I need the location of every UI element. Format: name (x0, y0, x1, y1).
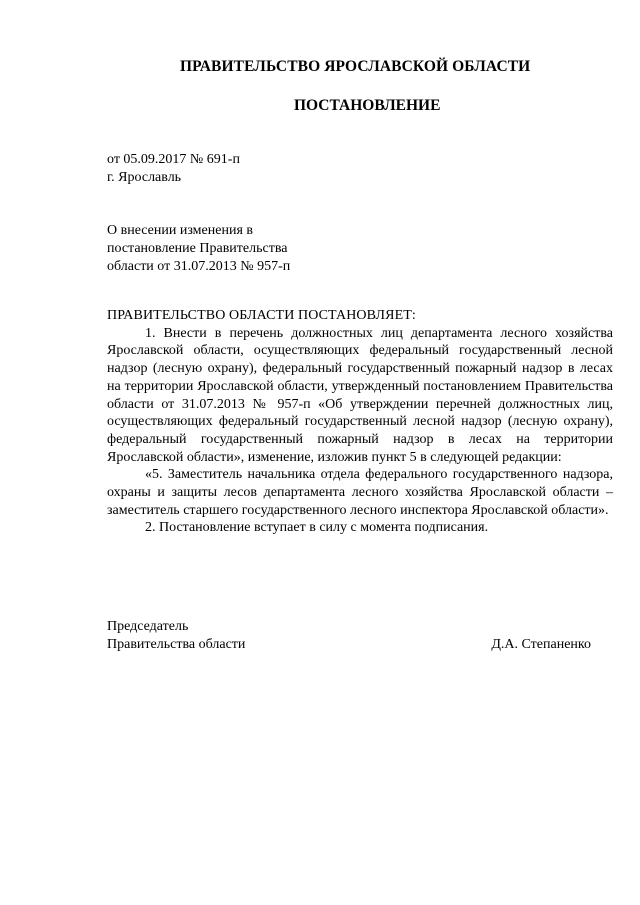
paragraph-1: 1. Внести в перечень должностных лиц департамента лесного хозяйства Ярославской области, осуществляющих федеральный государственный лесной надзор (лесную охрану), федеральный государственный пожарный надзор в лесах на территории Ярославской области, утвержденный постановлением Правительства области от 31.07.2013 № 957-п «Об утверждении перечней должностных лиц, осуществляющих федеральный государственный лесной надзор (лесную охрану), федеральный государственный пожарный надзор в лесах на территории Ярославской области», изменение, изложив пункт 5 в следующей редакции: (107, 325, 613, 465)
document-subject (107, 222, 290, 276)
document-body (107, 307, 613, 537)
signatory-title-line2: Правительства области (107, 637, 246, 652)
signatory-name: Д.А. Степаненко (491, 637, 591, 652)
signature-block (107, 618, 591, 654)
signature-row (107, 636, 591, 654)
subject-line: постановление Правительства (107, 241, 288, 256)
date-number: от 05.09.2017 № 691-п (107, 152, 240, 167)
subject-line: О внесении изменения в (107, 223, 253, 238)
decree-line: ПРАВИТЕЛЬСТВО ОБЛАСТИ ПОСТАНОВЛЯЕТ: (107, 308, 416, 323)
document-type: ПОСТАНОВЛЕНИЕ (294, 97, 441, 114)
document-meta (107, 151, 240, 187)
signatory-title-line1: Председатель (107, 619, 189, 634)
government-title: ПРАВИТЕЛЬСТВО ЯРОСЛАВСКОЙ ОБЛАСТИ (180, 58, 531, 75)
paragraph-quote: «5. Заместитель начальника отдела федерального государственного надзора, охраны и защиты лесов департамента лесного хозяйства Ярославской области – заместитель старшего государственного лесного инспектора Ярославской области». (107, 467, 613, 518)
city: г. Ярославль (107, 170, 182, 185)
subject-line: области от 31.07.2013 № 957-п (107, 259, 291, 274)
paragraph-2: 2. Постановление вступает в силу с момента подписания. (145, 520, 489, 536)
